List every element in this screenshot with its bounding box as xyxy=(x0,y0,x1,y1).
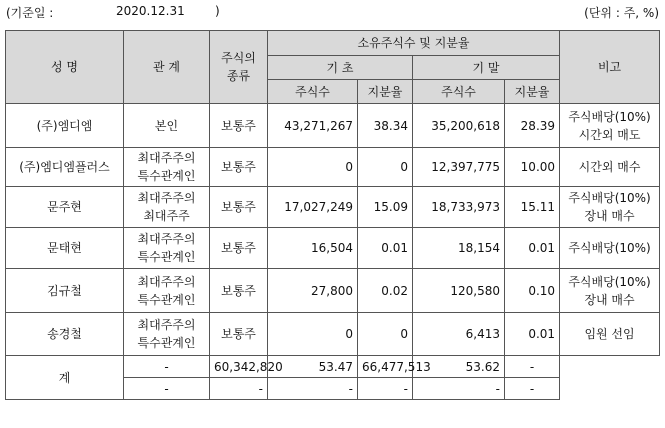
start-ratio: 0.01 xyxy=(358,228,413,269)
total2-end-shares: - xyxy=(358,378,413,400)
header-stock-type-line2: 종류 xyxy=(226,69,251,83)
end-ratio: 10.00 xyxy=(505,148,560,187)
relation xyxy=(124,313,210,356)
relation-line: 최대주주 xyxy=(143,209,190,223)
table-row xyxy=(6,269,660,313)
table-row xyxy=(6,148,660,187)
relation-line: 최대주주의 xyxy=(137,191,196,205)
start-shares: 16,504 xyxy=(268,228,358,269)
start-shares: 43,271,267 xyxy=(268,104,358,148)
header-name: 성 명 xyxy=(6,31,124,104)
total2-start-shares: - xyxy=(210,378,268,400)
total2-note: - xyxy=(505,378,560,400)
end-ratio: 15.11 xyxy=(505,187,560,228)
note xyxy=(560,269,660,313)
start-ratio: 0.02 xyxy=(358,269,413,313)
note xyxy=(560,148,660,187)
basis-date-label: (기준일 : xyxy=(6,6,54,20)
note-line: 주식배당(10%) xyxy=(568,191,651,205)
header-shares-start: 주식수 xyxy=(268,80,358,104)
table-row xyxy=(6,187,660,228)
relation-line: 최대주주의 xyxy=(137,151,196,165)
shareholder-name: (주)엠디엠플러스 xyxy=(6,148,124,187)
start-ratio: 38.34 xyxy=(358,104,413,148)
stock-type: 보통주 xyxy=(210,313,268,356)
start-shares: 17,027,249 xyxy=(268,187,358,228)
shareholder-name: 김규철 xyxy=(6,269,124,313)
shareholder-name: 문태현 xyxy=(6,228,124,269)
header-ratio-start: 지분율 xyxy=(358,80,413,104)
note-line: 시간외 매수 xyxy=(578,160,641,174)
total-start-ratio: 53.47 xyxy=(268,356,358,378)
total-row xyxy=(6,356,660,378)
relation xyxy=(124,148,210,187)
note-line: 주식배당(10%) xyxy=(568,241,651,255)
relation-line: 특수관계인 xyxy=(137,336,196,350)
header-holdings: 소유주식수 및 지분율 xyxy=(268,31,560,56)
relation xyxy=(124,269,210,313)
relation-line: 최대주주의 xyxy=(137,318,196,332)
header-stock-type xyxy=(210,31,268,104)
header-stock-type-line1: 주식의 xyxy=(221,51,256,65)
total2-start-ratio: - xyxy=(268,378,358,400)
start-ratio: 0 xyxy=(358,148,413,187)
total2-type: - xyxy=(124,378,210,400)
relation-line: 본인 xyxy=(154,118,179,133)
shareholder-name: (주)엠디엠 xyxy=(6,104,124,148)
end-shares: 12,397,775 xyxy=(413,148,505,187)
shareholder-table xyxy=(5,30,660,400)
stock-type: 보통주 xyxy=(210,228,268,269)
basis-date-close: ) xyxy=(215,4,220,18)
end-ratio: 0.10 xyxy=(505,269,560,313)
note-line: 임원 선임 xyxy=(584,327,635,341)
note-line: 주식배당(10%) xyxy=(568,109,651,124)
note xyxy=(560,313,660,356)
table-row xyxy=(6,313,660,356)
stock-type: 보통주 xyxy=(210,187,268,228)
header-ratio-end: 지분율 xyxy=(505,80,560,104)
start-shares: 0 xyxy=(268,148,358,187)
table-caption xyxy=(0,0,665,24)
relation-line: 특수관계인 xyxy=(137,169,196,183)
unit-label: (단위 : 주, %) xyxy=(584,6,659,20)
end-shares: 120,580 xyxy=(413,269,505,313)
end-ratio: 0.01 xyxy=(505,228,560,269)
relation xyxy=(124,187,210,228)
table-row xyxy=(6,228,660,269)
end-shares: 6,413 xyxy=(413,313,505,356)
relation xyxy=(124,104,210,148)
start-shares: 0 xyxy=(268,313,358,356)
end-shares: 18,733,973 xyxy=(413,187,505,228)
note xyxy=(560,228,660,269)
header-period-start: 기 초 xyxy=(268,56,413,80)
total-type: - xyxy=(124,356,210,378)
header-note: 비고 xyxy=(560,31,660,104)
header-period-end: 기 말 xyxy=(413,56,560,80)
total-end-shares: 66,477,513 xyxy=(358,356,413,378)
end-shares: 35,200,618 xyxy=(413,104,505,148)
relation-line: 특수관계인 xyxy=(137,292,196,307)
end-shares: 18,154 xyxy=(413,228,505,269)
stock-type: 보통주 xyxy=(210,148,268,187)
relation-line: 최대주주의 xyxy=(137,232,196,246)
basis-date: 2020.12.31 xyxy=(116,4,185,18)
relation xyxy=(124,228,210,269)
note-line: 장내 매수 xyxy=(584,292,635,307)
total-note: - xyxy=(505,356,560,378)
note xyxy=(560,104,660,148)
note-line: 주식배당(10%) xyxy=(568,274,651,289)
header-relation: 관 계 xyxy=(124,31,210,104)
shareholder-name: 문주현 xyxy=(6,187,124,228)
stock-type: 보통주 xyxy=(210,104,268,148)
note-line: 시간외 매도 xyxy=(578,127,641,142)
start-ratio: 0 xyxy=(358,313,413,356)
start-shares: 27,800 xyxy=(268,269,358,313)
total2-end-ratio: - xyxy=(413,378,505,400)
relation-line: 최대주주의 xyxy=(137,274,196,289)
total-label: 계 xyxy=(6,356,124,400)
total-start-shares: 60,342,820 xyxy=(210,356,268,378)
header-shares-end: 주식수 xyxy=(413,80,505,104)
start-ratio: 15.09 xyxy=(358,187,413,228)
shareholder-name: 송경철 xyxy=(6,313,124,356)
relation-line: 특수관계인 xyxy=(137,250,196,264)
stock-type: 보통주 xyxy=(210,269,268,313)
end-ratio: 28.39 xyxy=(505,104,560,148)
total-end-ratio: 53.62 xyxy=(413,356,505,378)
end-ratio: 0.01 xyxy=(505,313,560,356)
note xyxy=(560,187,660,228)
table-row xyxy=(6,104,660,148)
note-line: 장내 매수 xyxy=(584,209,635,223)
